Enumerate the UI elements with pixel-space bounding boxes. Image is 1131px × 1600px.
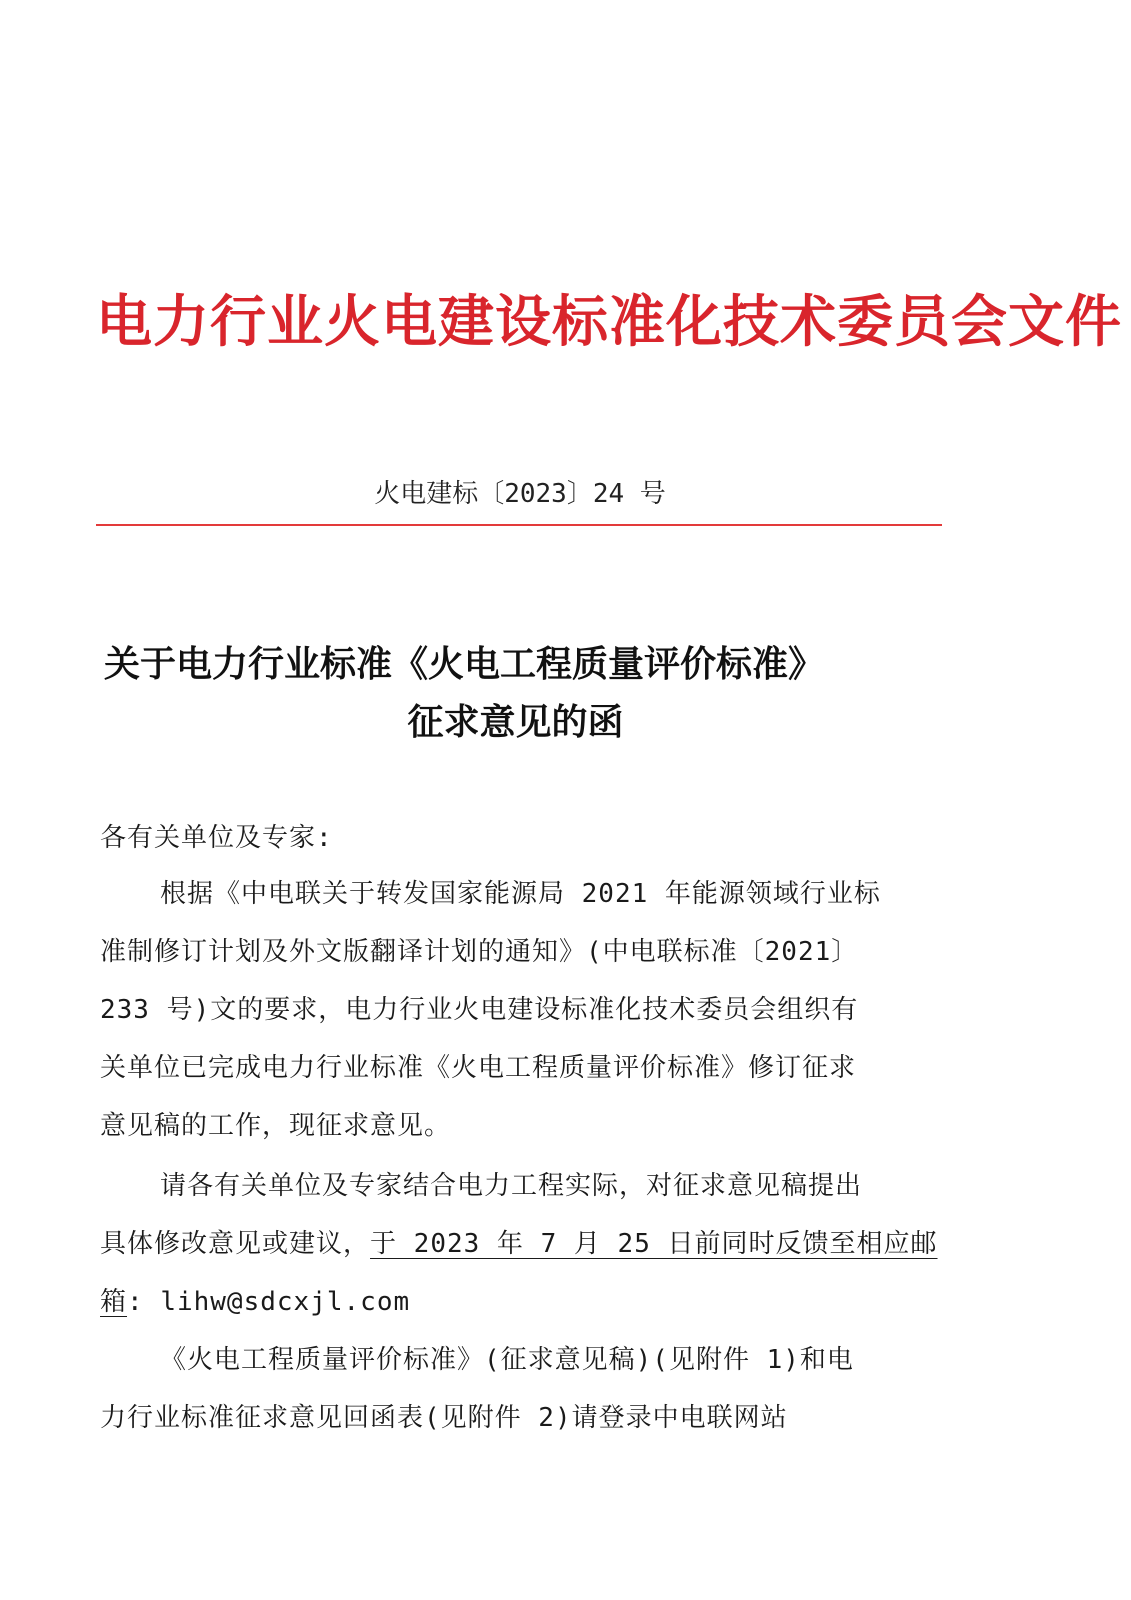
paragraph-3-line-1: 《火电工程质量评价标准》(征求意见稿)(见附件 1)和电 — [160, 1345, 854, 1375]
paragraph-1-line-1: 根据《中电联关于转发国家能源局 2021 年能源领域行业标 — [160, 879, 881, 909]
paragraph-1-line-5: 意见稿的工作，现征求意见。 — [100, 1111, 452, 1141]
paragraph-2-line-2 — [100, 1224, 938, 1264]
document-number: 火电建标〔2023〕24 号 — [374, 479, 666, 509]
red-divider-line — [96, 524, 942, 526]
paragraph-1-line-4: 关单位已完成电力行业标准《火电工程质量评价标准》修订征求 — [100, 1053, 857, 1083]
paragraph-1-line-2: 准制修订计划及外文版翻译计划的通知》(中电联标准〔2021〕 — [100, 937, 859, 967]
paragraph-2-line-2-text: 具体修改意见或建议， — [100, 1229, 371, 1259]
salutation: 各有关单位及专家: — [100, 823, 333, 853]
letter-title-line-2: 征求意见的函 — [407, 701, 624, 743]
feedback-email: : lihw@sdcxjl.com — [127, 1287, 411, 1317]
paragraph-3-line-2: 力行业标准征求意见回函表(见附件 2)请登录中电联网站 — [100, 1403, 788, 1433]
mailbox-underlined-text: 箱 — [100, 1287, 128, 1317]
paragraph-1-line-3: 233 号)文的要求，电力行业火电建设标准化技术委员会组织有 — [100, 995, 859, 1025]
paragraph-2-line-1: 请各有关单位及专家结合电力工程实际，对征求意见稿提出 — [160, 1171, 863, 1201]
issuing-organization-title: 电力行业火电建设标准化技术委员会文件 — [96, 289, 1122, 355]
paragraph-2-line-3 — [100, 1282, 930, 1322]
deadline-underlined-text: 于 2023 年 7 月 25 日前同时反馈至相应邮 — [370, 1229, 938, 1259]
letter-title-line-1: 关于电力行业标准《火电工程质量评价标准》 — [104, 643, 825, 685]
